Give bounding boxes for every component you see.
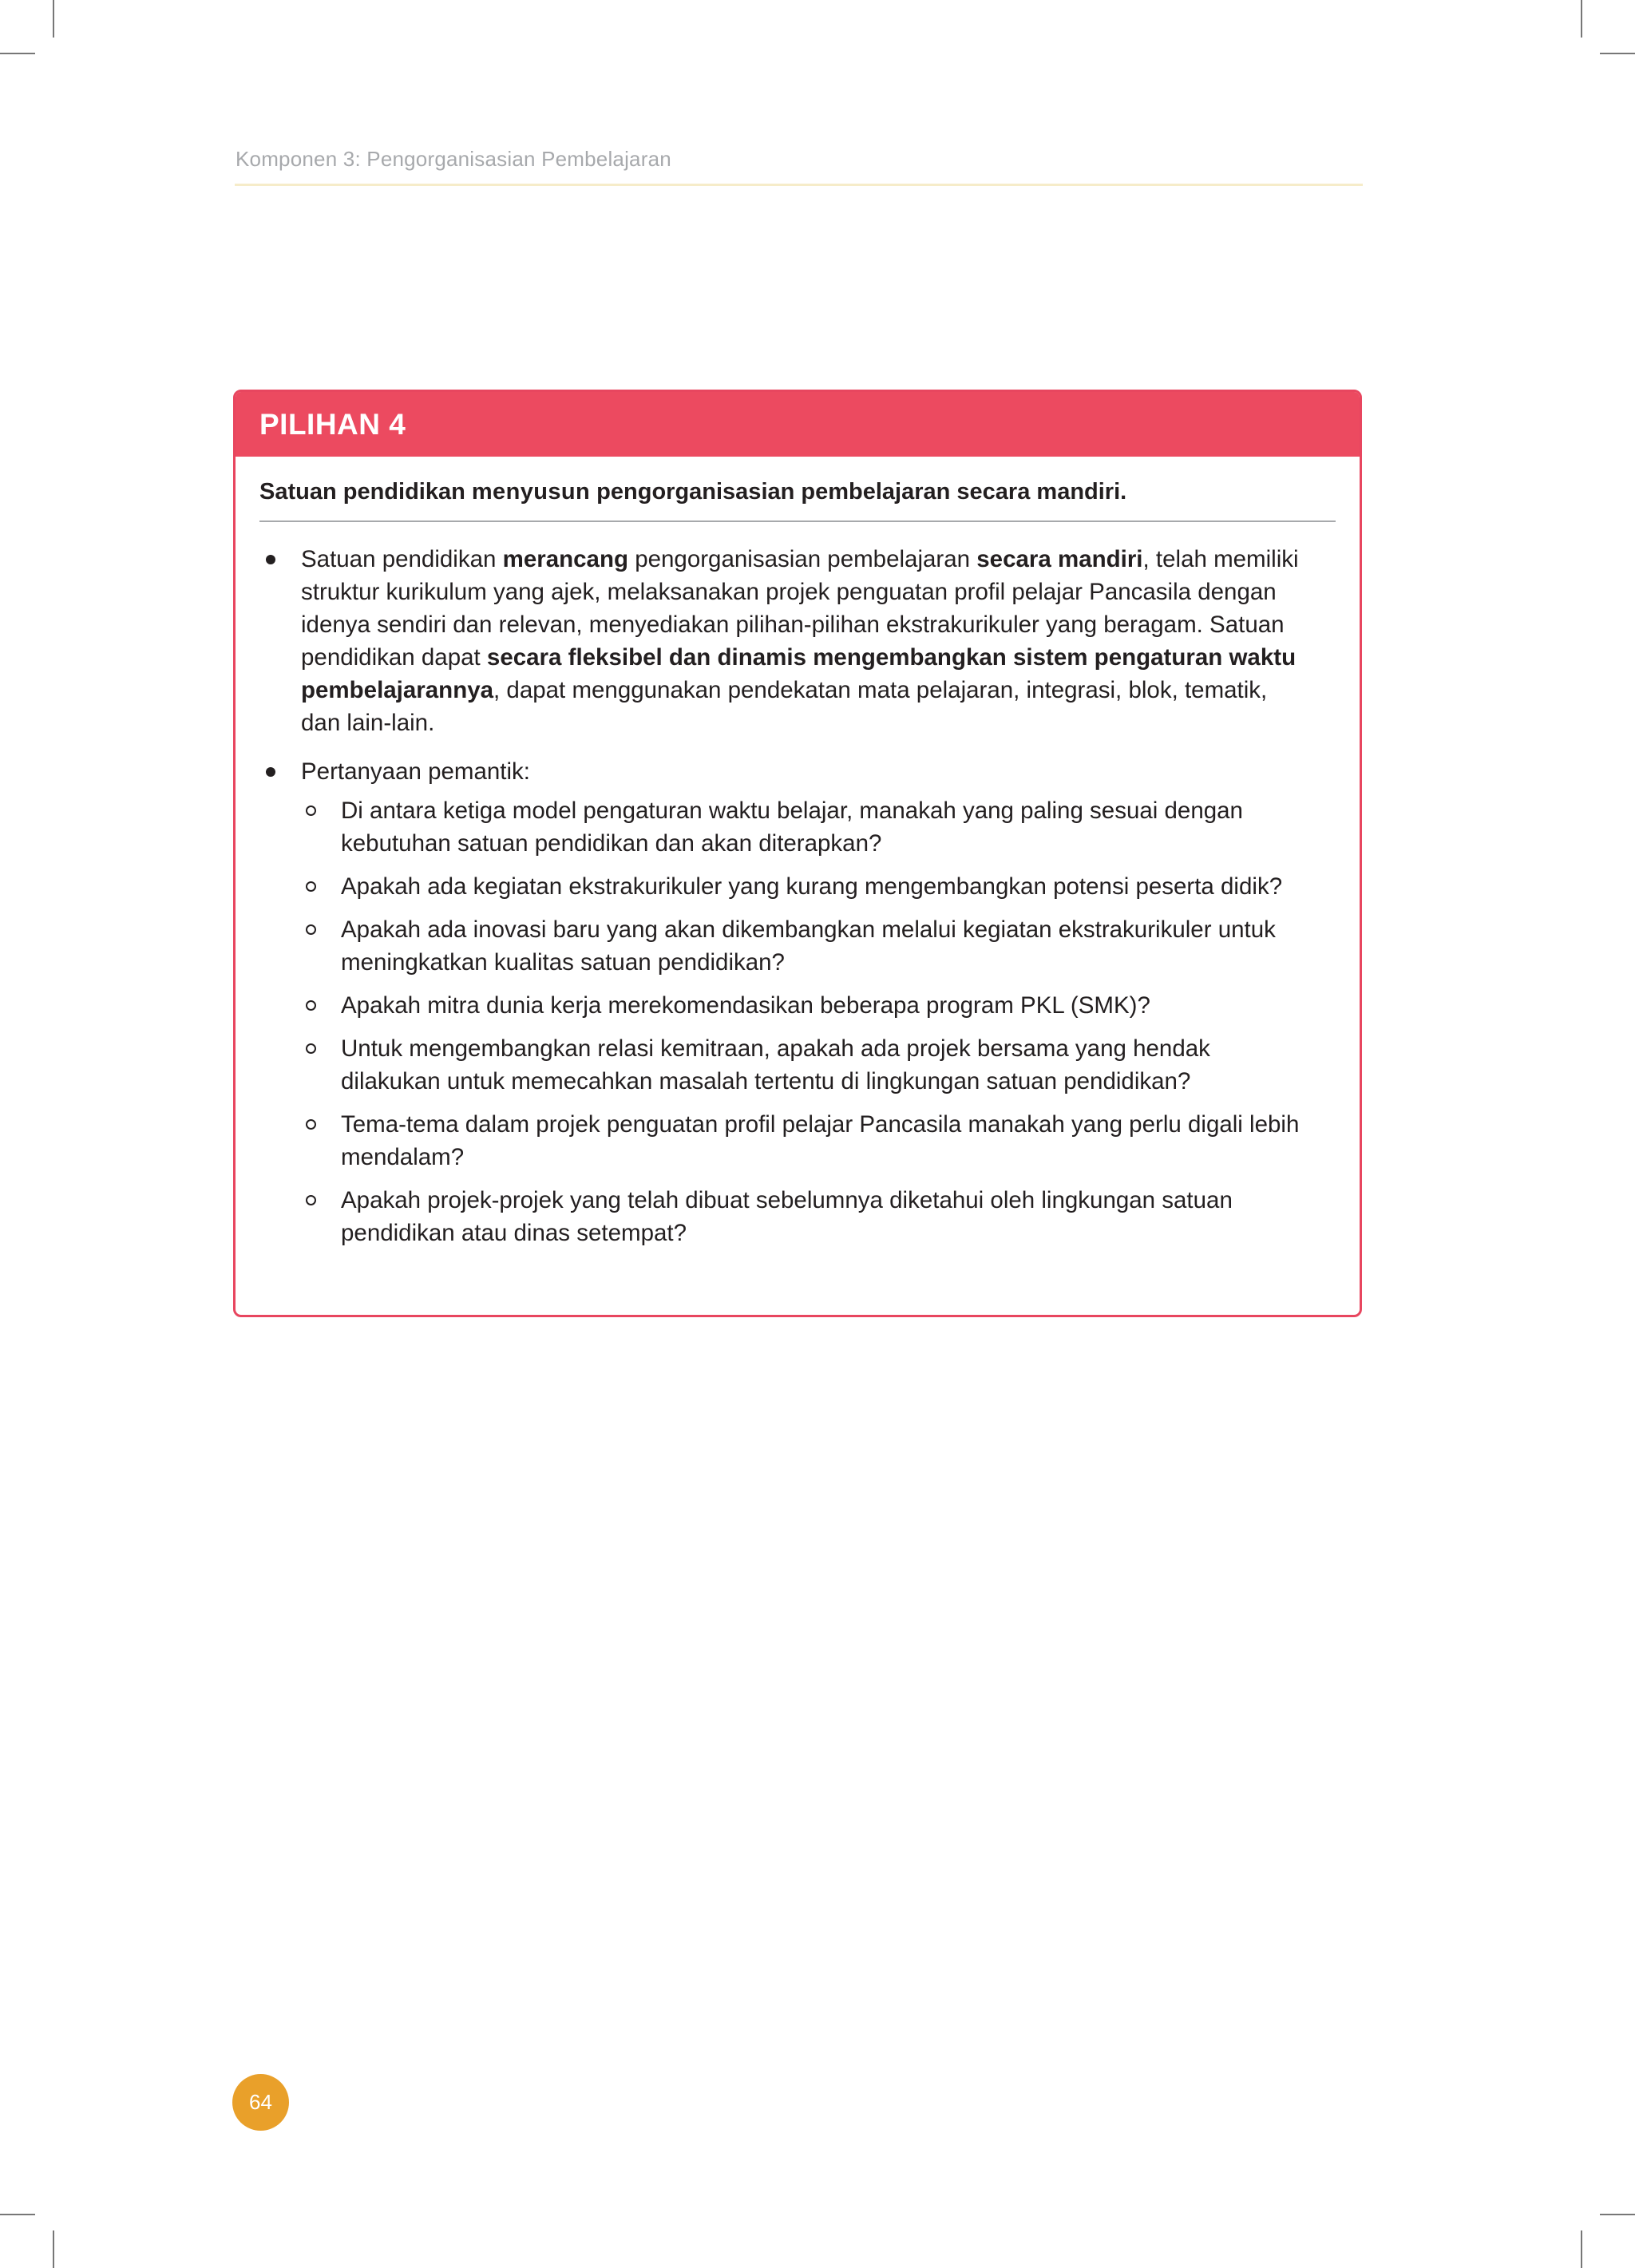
box-subtitle — [259, 457, 1336, 522]
crop-mark — [53, 0, 54, 38]
circle-bullet-icon — [306, 924, 316, 935]
question-text: Tema-tema dalam projek penguatan profil pelajar Pancasila manakah yang perlu digali lebih mendalam? — [341, 1111, 1300, 1170]
crop-mark — [1600, 53, 1635, 54]
page-number-badge: 64 — [232, 2074, 289, 2131]
box-title: PILIHAN 4 — [236, 392, 1360, 457]
crop-mark — [53, 2230, 54, 2268]
question-text: Apakah projek-projek yang telah dibuat sebelumnya diketahui oleh lingkungan satuan pendidikan atau dinas setempat? — [341, 1187, 1233, 1246]
box-content — [236, 522, 1360, 1249]
question-text: Untuk mengembangkan relasi kemitraan, apakah ada projek bersama yang hendak dilakukan untuk memecahkan masalah tertentu di lingkungan satuan pendidikan? — [341, 1035, 1210, 1094]
bullet-item — [259, 755, 1312, 1249]
bullet-text: , telah memiliki struktur kurikulum yang ajek, melaksanakan projek penguatan profil pelajar Pancasila dengan idenya sendiri dan relevan, menyediakan pilihan-pilihan ekstrakurikuler yang beragam. Satuan pendidikan dapat — [301, 546, 1299, 671]
crop-mark — [1581, 2230, 1582, 2268]
bullet-text: pengorganisasian pembelajaran — [628, 546, 977, 572]
bullet-text: , dapat menggunakan pendekatan mata pelajaran, integrasi, blok, tematik, dan lain-lain. — [301, 677, 1268, 736]
running-header: Komponen 3: Pengorganisasian Pembelajaran — [236, 147, 671, 171]
circle-bullet-icon — [306, 1195, 316, 1205]
bullet-item — [259, 543, 1312, 739]
bullet-label: Pertanyaan pemantik: — [301, 758, 530, 785]
list-item — [301, 1032, 1312, 1098]
subtitle-text: Satuan pendidikan — [259, 479, 472, 505]
bullet-bold: secara mandiri — [976, 546, 1143, 572]
circle-bullet-icon — [306, 1000, 316, 1011]
list-item — [301, 870, 1312, 903]
circle-bullet-icon — [306, 1119, 316, 1130]
crop-mark — [0, 53, 35, 54]
question-text: Apakah ada inovasi baru yang akan dikembangkan melalui kegiatan ekstrakurikuler untuk meningkatkan kualitas satuan pendidikan? — [341, 916, 1276, 976]
list-item — [301, 989, 1312, 1022]
question-text: Apakah ada kegiatan ekstrakurikuler yang kurang mengembangkan potensi peserta didik? — [341, 873, 1283, 900]
bullet-dot-icon — [266, 555, 275, 564]
list-item — [301, 794, 1312, 860]
question-text: Apakah mitra dunia kerja merekomendasikan beberapa program PKL (SMK)? — [341, 992, 1150, 1019]
circle-bullet-icon — [306, 1043, 316, 1054]
option-box — [233, 390, 1362, 1317]
bullet-text: Satuan pendidikan — [301, 546, 503, 572]
bullet-dot-icon — [266, 767, 275, 777]
question-list — [301, 794, 1312, 1249]
subtitle-text: pengorganisasian pembelajaran secara mandiri. — [590, 479, 1127, 505]
subtitle-emphasis: menyusun — [471, 479, 591, 505]
list-item — [301, 1108, 1312, 1174]
circle-bullet-icon — [306, 805, 316, 816]
question-text: Di antara ketiga model pengaturan waktu belajar, manakah yang paling sesuai dengan kebutuhan satuan pendidikan dan akan diterapkan? — [341, 798, 1243, 857]
bullet-bold: merancang — [502, 546, 628, 572]
crop-mark — [1600, 2214, 1635, 2215]
circle-bullet-icon — [306, 881, 316, 892]
crop-mark — [0, 2214, 35, 2215]
header-rule — [235, 184, 1363, 186]
list-item — [301, 1184, 1312, 1249]
list-item — [301, 913, 1312, 979]
crop-mark — [1581, 0, 1582, 38]
bullet-bold: secara fleksibel dan dinamis mengembangkan sistem pengaturan waktu pembelajarannya — [301, 644, 1297, 703]
